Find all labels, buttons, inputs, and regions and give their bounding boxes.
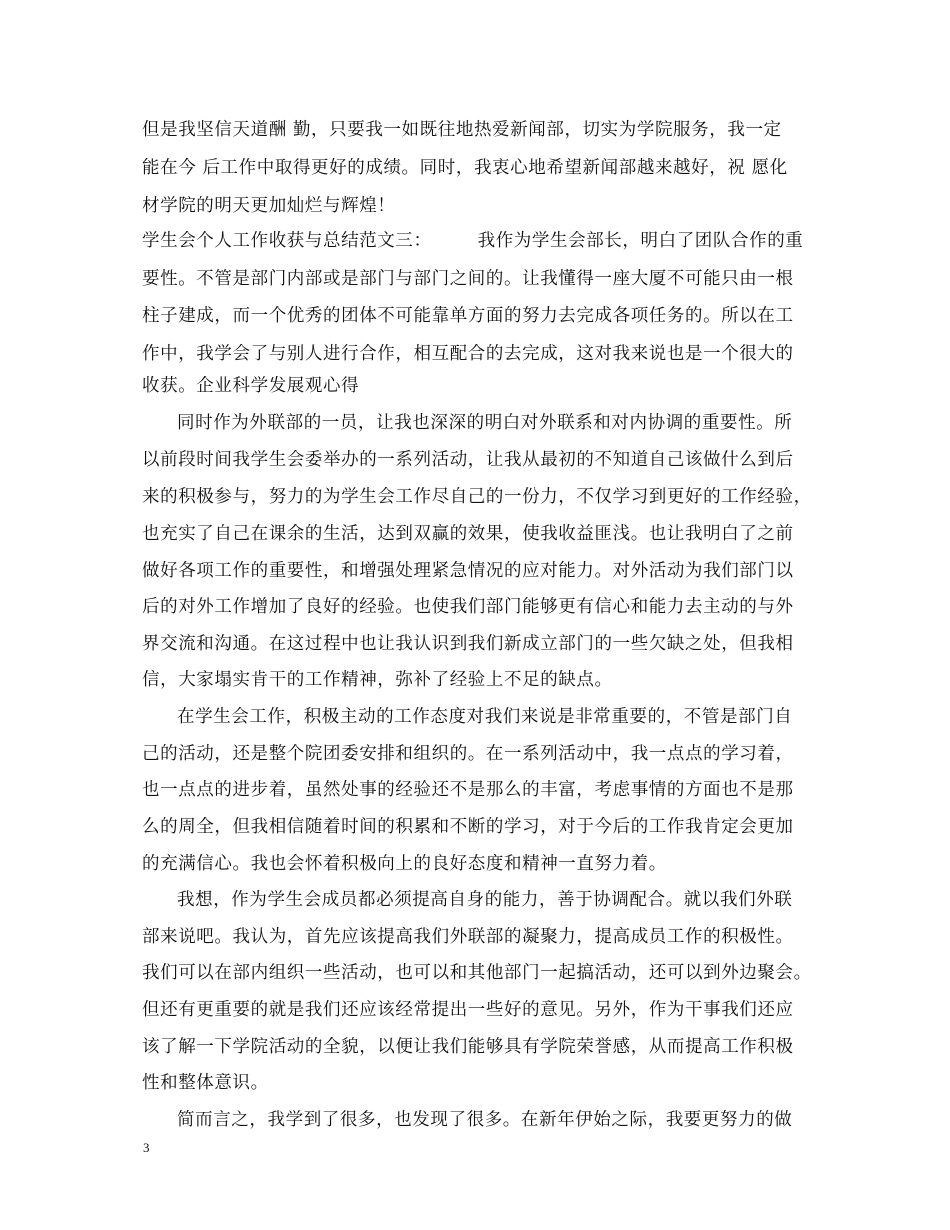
- text-line: 但还有更重要的就是我们还应该经常提出一些好的意见。另外，作为干事我们还应: [142, 1000, 794, 1020]
- text-line: 以前段时间我学生会委举办的一系列活动，让我从最初的不知道自己该做什么到后: [142, 450, 794, 470]
- text-line: 信，大家塌实肯干的工作精神，弥补了经验上不足的缺点。: [142, 670, 613, 690]
- text-line: 我想，作为学生会成员都必须提高自身的能力，善于协调配合。就以我们外联: [177, 890, 793, 910]
- page-number: 3: [143, 1140, 150, 1155]
- text-line: 能在今 后工作中取得更好的成绩。同时，我衷心地希望新闻部越来越好，祝 愿化: [142, 158, 788, 178]
- section-heading-line: [142, 223, 803, 259]
- section-heading: 学生会个人工作收获与总结范文三：: [142, 231, 432, 251]
- text-line: 要性。不管是部门内部或是部门与部门之间的。让我懂得一座大厦不可能只由一根: [142, 269, 794, 289]
- text-line: 的充满信心。我也会怀着积极向上的良好态度和精神一直努力着。: [142, 854, 667, 874]
- text-line: 作中，我学会了与别人进行合作，相互配合的去完成，这对我来说也是一个很大的: [142, 344, 794, 364]
- text-line: 简而言之，我学到了很多，也发现了很多。在新年伊始之际，我要更努力的做: [177, 1110, 793, 1130]
- text-line: 也充实了自己在课余的生活，达到双赢的效果，使我收益匪浅。也让我明白了之前: [142, 524, 794, 544]
- text-line: 来的积极参与，努力的为学生会工作尽自己的一份力，不仅学习到更好的工作经验，: [142, 487, 812, 507]
- text-line: 么的周全，但我相信随着时间的积累和不断的学习，对于今后的工作我肯定会更加: [142, 817, 794, 837]
- text-line: 同时作为外联部的一员，让我也深深的明白对外联系和对内协调的重要性。所: [177, 413, 793, 433]
- paragraph-start: 我作为学生会部长，明白了团队合作的重: [477, 231, 804, 251]
- text-line: 柱子建成，而一个优秀的团体不可能靠单方面的努力去完成各项任务的。所以在工: [142, 306, 794, 326]
- text-line: 做好各项工作的重要性，和增强处理紧急情况的应对能力。对外活动为我们部门以: [142, 561, 794, 581]
- text-line: 在学生会工作，积极主动的工作态度对我们来说是非常重要的，不管是部门自: [177, 707, 793, 727]
- text-line: 收获。企业科学发展观心得: [142, 376, 360, 396]
- text-line: 后的对外工作增加了良好的经验。也使我们部门能够更有信心和能力去主动的与外: [142, 597, 794, 617]
- text-line: 但是我坚信天道酬 勤，只要我一如既往地热爱新闻部，切实为学院服务，我一定: [142, 120, 782, 140]
- text-line: 我们可以在部内组织一些活动，也可以和其他部门一起搞活动，还可以到外边聚会。: [142, 963, 812, 983]
- text-line: 也一点点的进步着，虽然处事的经验还不是那么的丰富，考虑事情的方面也不是那: [142, 780, 794, 800]
- text-line: 己的活动，还是整个院团委安排和组织的。在一系列活动中，我一点点的学习着，: [142, 744, 794, 764]
- text-line: 该了解一下学院活动的全貌，以便让我们能够具有学院荣誉感，从而提高工作积极: [142, 1037, 794, 1057]
- text-line: 界交流和沟通。在这过程中也让我认识到我们新成立部门的一些欠缺之处，但我相: [142, 634, 794, 654]
- text-line: 部来说吧。我认为，首先应该提高我们外联部的凝聚力，提高成员工作的积极性。: [142, 927, 794, 947]
- text-line: 性和整体意识。: [142, 1073, 269, 1093]
- text-line: 材学院的明天更加灿烂与辉煌！: [142, 196, 396, 216]
